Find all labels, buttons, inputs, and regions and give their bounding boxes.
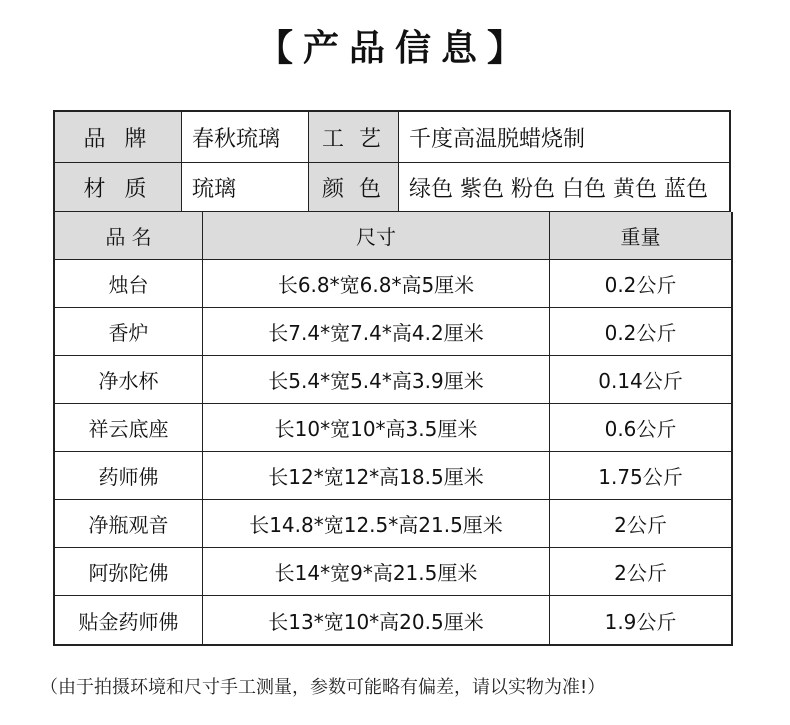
table-row bbox=[55, 356, 731, 404]
product-weight: 2公斤 bbox=[614, 561, 667, 585]
product-info-table bbox=[53, 110, 731, 213]
table-row bbox=[55, 260, 731, 308]
product-size: 长6.8*宽6.8*高5厘米 bbox=[203, 260, 550, 307]
material-label: 材 质 bbox=[55, 163, 182, 211]
product-size: 长10*宽10*高3.5厘米 bbox=[203, 404, 550, 451]
product-size: 长14.8*宽12.5*高21.5厘米 bbox=[203, 500, 550, 547]
header-size: 尺寸 bbox=[203, 212, 550, 259]
product-name: 祥云底座 bbox=[55, 404, 203, 451]
info-row-brand bbox=[55, 112, 729, 163]
page-title: 【产品信息】 bbox=[256, 27, 533, 69]
product-name: 贴金药师佛 bbox=[55, 596, 203, 644]
product-name: 药师佛 bbox=[55, 452, 203, 499]
table-row bbox=[55, 596, 731, 644]
product-name: 净水杯 bbox=[55, 356, 203, 403]
craft-label: 工 艺 bbox=[309, 112, 399, 162]
product-size-table bbox=[53, 212, 733, 646]
product-weight: 0.6公斤 bbox=[604, 417, 677, 441]
product-name: 烛台 bbox=[55, 260, 203, 307]
brand-label: 品 牌 bbox=[55, 112, 182, 162]
table-row bbox=[55, 500, 731, 548]
product-weight: 0.2公斤 bbox=[604, 321, 677, 345]
header-weight: 重量 bbox=[550, 212, 731, 259]
table-header-row bbox=[55, 212, 731, 260]
product-size: 长14*宽9*高21.5厘米 bbox=[203, 548, 550, 595]
product-size: 长13*宽10*高20.5厘米 bbox=[203, 596, 550, 644]
table-row bbox=[55, 452, 731, 500]
product-weight: 1.9公斤 bbox=[604, 609, 677, 634]
product-weight: 1.75公斤 bbox=[598, 465, 683, 489]
product-size: 长7.4*宽7.4*高4.2厘米 bbox=[203, 308, 550, 355]
product-name: 净瓶观音 bbox=[55, 500, 203, 547]
table-row bbox=[55, 308, 731, 356]
brand-value: 春秋琉璃 bbox=[182, 112, 309, 162]
color-value: 绿色 紫色 粉色 白色 黄色 蓝色 bbox=[409, 176, 708, 202]
disclaimer-note: （由于拍摄环境和尺寸手工测量，参数可能略有偏差，请以实物为准!） bbox=[40, 677, 606, 698]
table-row bbox=[55, 548, 731, 596]
product-size: 长5.4*宽5.4*高3.9厘米 bbox=[203, 356, 550, 403]
info-row-material bbox=[55, 163, 729, 213]
product-weight: 2公斤 bbox=[614, 513, 667, 537]
header-name: 品 名 bbox=[55, 212, 203, 259]
product-weight: 0.14公斤 bbox=[598, 369, 683, 393]
material-value: 琉璃 bbox=[182, 163, 309, 211]
color-label: 颜 色 bbox=[309, 163, 399, 211]
product-weight: 0.2公斤 bbox=[604, 273, 677, 297]
craft-value: 千度高温脱蜡烧制 bbox=[409, 126, 586, 152]
product-size: 长12*宽12*高18.5厘米 bbox=[203, 452, 550, 499]
table-row bbox=[55, 404, 731, 452]
product-name: 阿弥陀佛 bbox=[55, 548, 203, 595]
product-name: 香炉 bbox=[55, 308, 203, 355]
